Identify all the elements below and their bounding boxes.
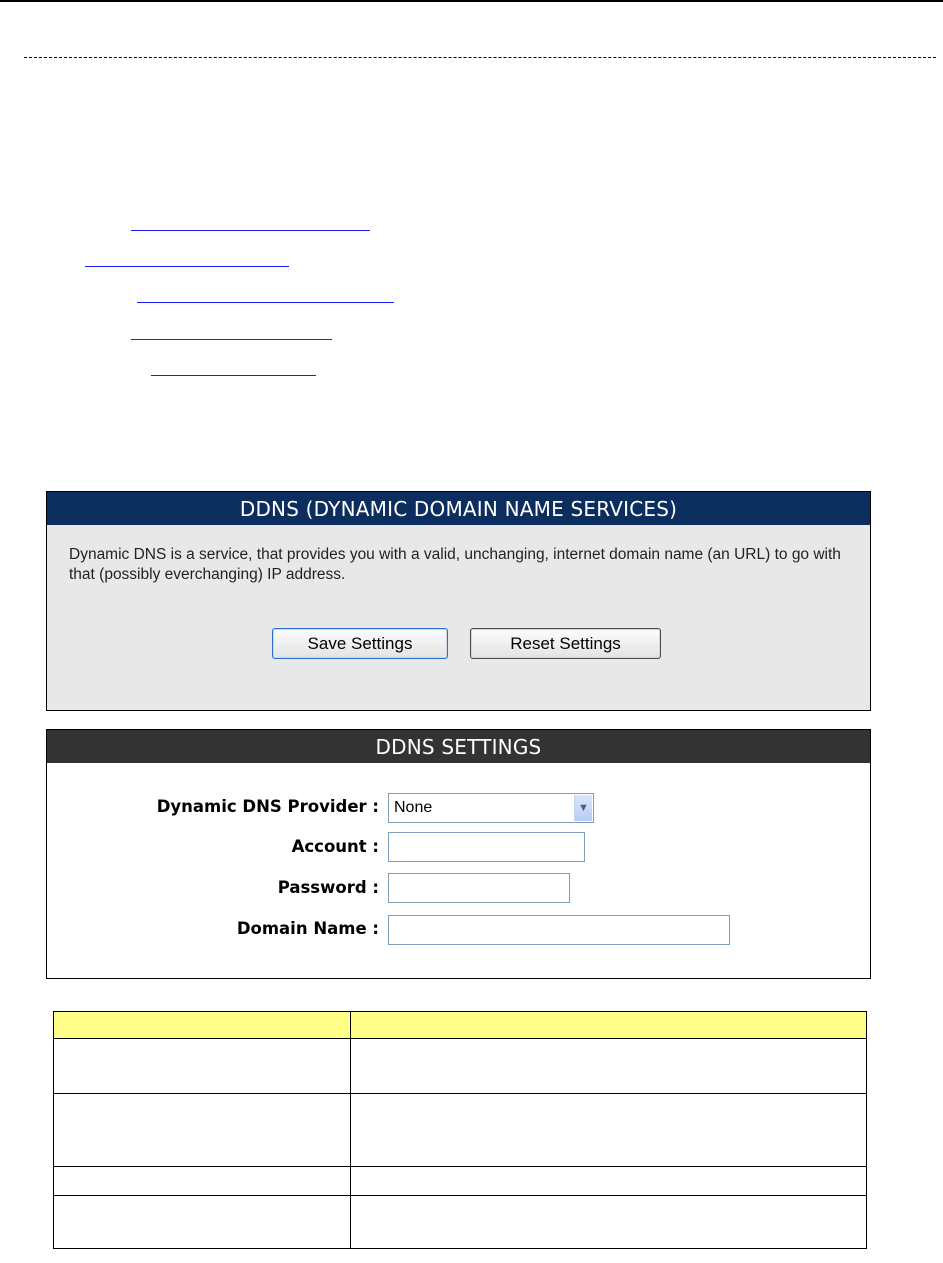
table-cell	[54, 1167, 351, 1196]
table-header-cell	[351, 1012, 867, 1039]
password-label: Password :	[277, 878, 379, 897]
toc-link-3[interactable]	[137, 302, 394, 303]
table-cell	[351, 1196, 867, 1249]
top-rule	[0, 0, 943, 2]
account-input[interactable]	[388, 832, 585, 862]
table-cell	[351, 1167, 867, 1196]
table-row	[54, 1196, 867, 1249]
table-cell	[54, 1039, 351, 1094]
ddns-settings-title: DDNS SETTINGS	[47, 730, 870, 763]
domain-label: Domain Name :	[236, 919, 379, 938]
toc-link-2[interactable]	[85, 266, 289, 267]
save-settings-button[interactable]: Save Settings	[272, 628, 448, 659]
table-cell	[54, 1094, 351, 1167]
table-row	[54, 1039, 867, 1094]
provider-select[interactable]	[388, 793, 594, 823]
table-row	[54, 1167, 867, 1196]
table-cell	[54, 1196, 351, 1249]
table-cell	[351, 1039, 867, 1094]
ddns-description: Dynamic DNS is a service, that provides you with a valid, unchanging, internet domain name (an URL) to go with that (possibly everchanging) IP address.	[69, 546, 841, 583]
account-label: Account :	[291, 837, 379, 856]
ddns-panel	[46, 491, 871, 711]
toc-link-1[interactable]	[131, 230, 370, 231]
domain-name-input[interactable]	[388, 915, 730, 945]
chevron-down-icon[interactable]: ▼	[574, 795, 592, 821]
reset-settings-button[interactable]: Reset Settings	[470, 628, 661, 659]
password-input[interactable]	[388, 873, 570, 903]
ddns-panel-title: DDNS (DYNAMIC DOMAIN NAME SERVICES)	[47, 492, 870, 525]
dashed-divider	[24, 57, 936, 58]
ddns-settings-panel	[46, 729, 871, 979]
parameter-table	[53, 1011, 867, 1249]
provider-selected-value: None	[394, 799, 433, 816]
table-cell	[351, 1094, 867, 1167]
table-header-cell	[54, 1012, 351, 1039]
table-row	[54, 1094, 867, 1167]
toc-link-4[interactable]	[131, 339, 332, 340]
toc-link-5[interactable]	[151, 375, 316, 376]
table-header-row	[54, 1012, 867, 1039]
provider-label: Dynamic DNS Provider :	[156, 797, 379, 816]
